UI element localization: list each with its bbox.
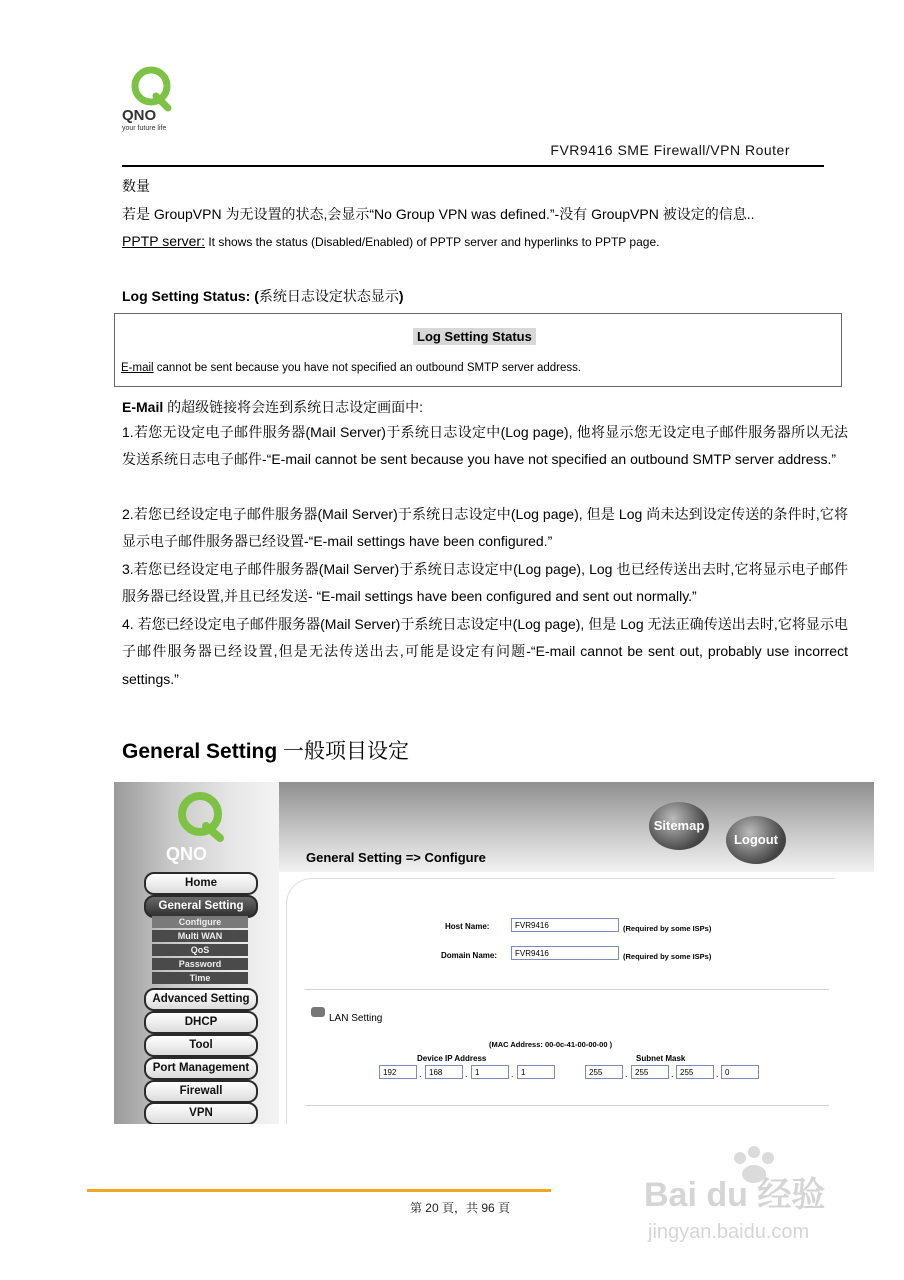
divider: [305, 989, 829, 990]
subnav-multi-wan[interactable]: Multi WAN: [152, 930, 248, 942]
mask-octet-1[interactable]: 255: [585, 1065, 623, 1079]
footer-rule: [87, 1189, 551, 1192]
host-name-label: Host Name:: [445, 922, 490, 931]
nav-dhcp[interactable]: DHCP: [144, 1011, 258, 1034]
nav-home[interactable]: Home: [144, 872, 258, 895]
subnav-time[interactable]: Time: [152, 972, 248, 984]
log-status-box: [114, 313, 842, 387]
subnet-mask-label: Subnet Mask: [636, 1054, 686, 1063]
general-setting-heading: [122, 735, 409, 765]
router-logo-text: QNO: [166, 844, 208, 864]
logout-button[interactable]: Logout: [726, 816, 786, 864]
mask-octet-4[interactable]: 0: [721, 1065, 759, 1079]
email-paragraph-2: 2.若您已经设定电子邮件服务器(Mail Server)于系统日志设定中(Log page), 但是 Log 尚未达到设定传送的条件时,它将显示电子邮件服务器已经设置-“E-mail settings have been configured.”: [122, 506, 848, 550]
domain-name-input[interactable]: FVR9416: [511, 946, 619, 960]
logo-text: QNO: [122, 107, 157, 124]
email-lead-text: 的超级链接将会连到系统日志设定画面中:: [163, 399, 424, 415]
nav-tool[interactable]: Tool: [144, 1034, 258, 1057]
ip-octet-4[interactable]: 1: [517, 1065, 555, 1079]
router-ui-screenshot: [114, 782, 874, 1124]
baidu-watermark: [640, 1140, 870, 1250]
log-status-text: cannot be sent because you have not specified an outbound SMTP server address.: [153, 362, 582, 374]
ip-octet-3[interactable]: 1: [471, 1065, 509, 1079]
router-logo: [164, 788, 244, 864]
router-content-panel: [286, 878, 835, 1124]
email-lead: [122, 397, 848, 417]
divider: [305, 1105, 829, 1106]
page-number: 第 20 頁，共 96 頁: [409, 1201, 511, 1215]
general-heading-en: General Setting: [122, 740, 278, 763]
nav-general-setting[interactable]: General Setting: [144, 895, 258, 918]
pptp-text: It shows the status (Disabled/Enabled) of PPTP server and hyperlinks to PPTP page.: [205, 235, 660, 249]
watermark-brand: Bai du 经验: [644, 1176, 826, 1214]
log-status-message: [121, 362, 581, 374]
log-heading-end: ): [398, 288, 404, 304]
lan-bullet-icon: [311, 1007, 325, 1017]
domain-name-label: Domain Name:: [441, 951, 498, 960]
logo-tagline: your future life: [122, 125, 167, 132]
ip-octet-2[interactable]: 168: [425, 1065, 463, 1079]
dot-separator: .: [419, 1069, 422, 1079]
dot-separator: .: [671, 1069, 674, 1079]
email-link[interactable]: E-mail: [121, 362, 154, 374]
dot-separator: .: [465, 1069, 468, 1079]
nav-vpn[interactable]: VPN: [144, 1102, 258, 1124]
pptp-line: [122, 231, 848, 252]
intro-line-2: 若是 GroupVPN 为无设置的状态,会显示“No Group VPN was defined.”-没有 GroupVPN 被设定的信息..: [122, 206, 755, 222]
log-setting-heading: [122, 286, 848, 306]
device-ip-label: Device IP Address: [417, 1054, 487, 1063]
nav-firewall[interactable]: Firewall: [144, 1080, 258, 1103]
header-rule: [122, 165, 824, 167]
mask-octet-3[interactable]: 255: [676, 1065, 714, 1079]
doc-title: FVR9416 SME Firewall/VPN Router: [550, 142, 790, 158]
host-required-note: (Required by some ISPs): [623, 924, 712, 933]
log-heading-en: Log Setting Status: (: [122, 288, 259, 304]
log-heading-cn: 系统日志设定状态显示: [258, 288, 399, 304]
subnav-qos[interactable]: QoS: [152, 944, 248, 956]
nav-port-management[interactable]: Port Management: [144, 1057, 258, 1080]
nav-advanced-setting[interactable]: Advanced Setting: [144, 988, 258, 1011]
pptp-label: PPTP server:: [122, 233, 205, 249]
dot-separator: .: [625, 1069, 628, 1079]
lan-setting-title: LAN Setting: [329, 1013, 383, 1024]
domain-required-note: (Required by some ISPs): [623, 952, 712, 961]
log-status-title: Log Setting Status: [413, 328, 536, 345]
sitemap-button[interactable]: Sitemap: [649, 802, 709, 850]
watermark-url: jingyan.baidu.com: [648, 1221, 810, 1243]
email-lead-bold: E-Mail: [122, 399, 164, 415]
ip-octet-1[interactable]: 192: [379, 1065, 417, 1079]
router-page-title: General Setting => Configure: [306, 850, 486, 865]
host-name-input[interactable]: FVR9416: [511, 918, 619, 932]
email-paragraph-3: 3.若您已经设定电子邮件服务器(Mail Server)于系统日志设定中(Log page), Log 也已经传送出去时,它将显示电子邮件服务器已经设置,并且已经发送- “E-mail settings have been configured and sent out normally.”: [122, 561, 848, 605]
subnav-password[interactable]: Password: [152, 958, 248, 970]
email-paragraph-1: 1.若您无设定电子邮件服务器(Mail Server)于系统日志设定中(Log page), 他将显示您无设定电子邮件服务器所以无法发送系统日志电子邮件-“E-mail cannot be sent because you have not specified an outbound SMTP server address.”: [122, 424, 848, 468]
general-heading-cn: 一般项目设定: [277, 740, 410, 763]
email-paragraph-4: 4. 若您已经设定电子邮件服务器(Mail Server)于系统日志设定中(Log page), 但是 Log 无法正确传送出去时,它将显示电子邮件服务器已经设置,但是无法传送出去,可能是设定有问题-“E-mail cannot be sent out, probably use incorrect settings.”: [122, 616, 848, 687]
mac-address: (MAC Address: 00-0c-41-00-00-00 ): [489, 1040, 613, 1049]
mask-octet-2[interactable]: 255: [631, 1065, 669, 1079]
intro-line-1: 数量: [122, 178, 150, 194]
dot-separator: .: [511, 1069, 514, 1079]
dot-separator: .: [716, 1069, 719, 1079]
qno-logo: [118, 64, 188, 134]
router-sidebar: [114, 782, 279, 1124]
subnav-configure[interactable]: Configure: [152, 916, 248, 928]
